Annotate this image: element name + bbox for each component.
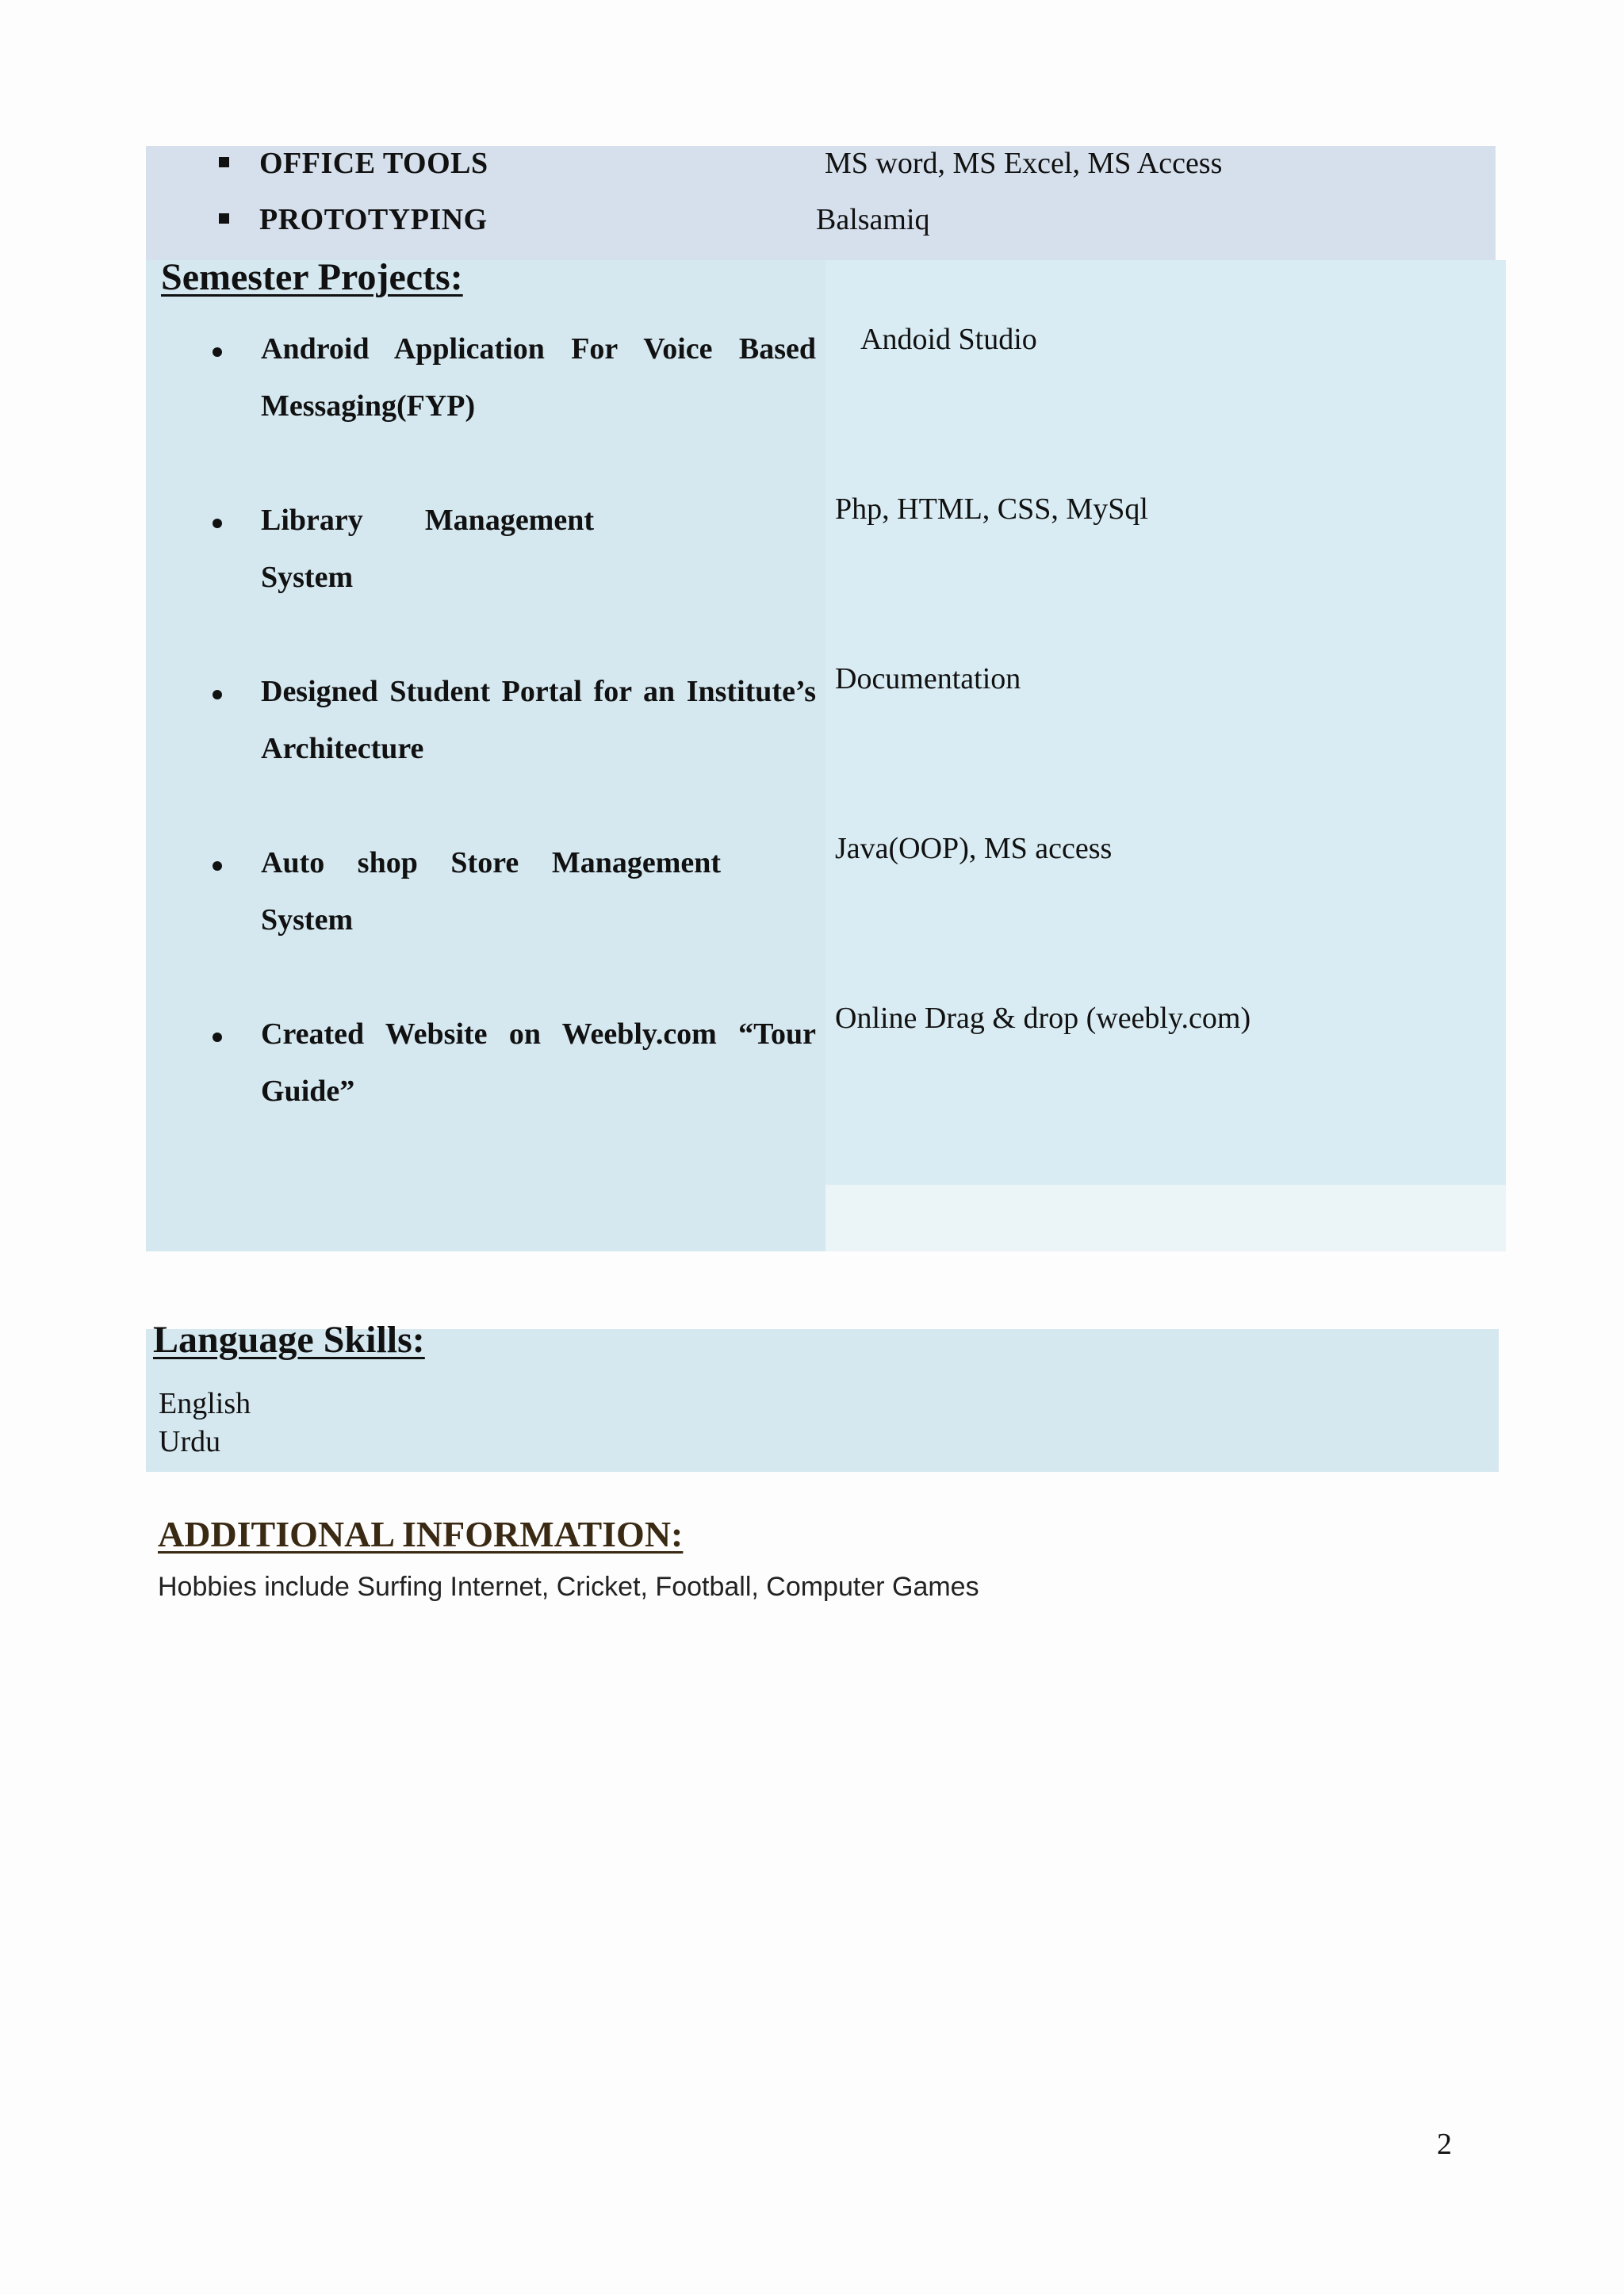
bullet-icon bbox=[213, 1033, 222, 1042]
project-tech: Andoid Studio bbox=[860, 323, 1037, 356]
project-name: Android Application For Voice Based Messaging(FYP) bbox=[261, 332, 816, 423]
bullet-icon bbox=[213, 519, 222, 528]
tool-value: Balsamiq bbox=[816, 203, 930, 236]
tool-value: MS word, MS Excel, MS Access bbox=[825, 147, 1223, 180]
project-name: Library Management System bbox=[261, 504, 594, 594]
project-tech: Documentation bbox=[835, 662, 1021, 695]
project-name: Auto shop Store Management System bbox=[261, 846, 721, 937]
language-item: English bbox=[159, 1387, 251, 1420]
tools-section bbox=[146, 146, 1496, 260]
square-bullet-icon bbox=[219, 157, 229, 167]
bullet-icon bbox=[213, 861, 222, 871]
tool-name: PROTOTYPING bbox=[259, 203, 488, 236]
project-name: Created Website on Weebly.com “Tour Guide” bbox=[261, 1017, 816, 1108]
project-name: Designed Student Portal for an Institute’s Architecture bbox=[261, 675, 816, 765]
square-bullet-icon bbox=[219, 213, 229, 224]
tool-row-office bbox=[146, 146, 1496, 193]
language-item: Urdu bbox=[159, 1425, 221, 1458]
bullet-icon bbox=[213, 347, 222, 357]
semester-projects-title: Semester Projects: bbox=[161, 256, 463, 298]
project-tech: Php, HTML, CSS, MySql bbox=[835, 492, 1148, 526]
hobbies-text: Hobbies include Surfing Internet, Cricket, Football, Computer Games bbox=[158, 1572, 979, 1602]
projects-right-panel bbox=[825, 260, 1506, 1185]
bullet-icon bbox=[213, 690, 222, 699]
projects-right-footer bbox=[825, 1185, 1506, 1251]
project-tech: Java(OOP), MS access bbox=[835, 832, 1113, 865]
language-skills-title: Language Skills: bbox=[153, 1319, 425, 1361]
page-number: 2 bbox=[1437, 2128, 1452, 2161]
tool-name: OFFICE TOOLS bbox=[259, 147, 488, 180]
tool-row-prototyping bbox=[146, 202, 1496, 250]
project-tech: Online Drag & drop (weebly.com) bbox=[835, 1002, 1251, 1035]
additional-info-title: ADDITIONAL INFORMATION: bbox=[158, 1514, 684, 1554]
